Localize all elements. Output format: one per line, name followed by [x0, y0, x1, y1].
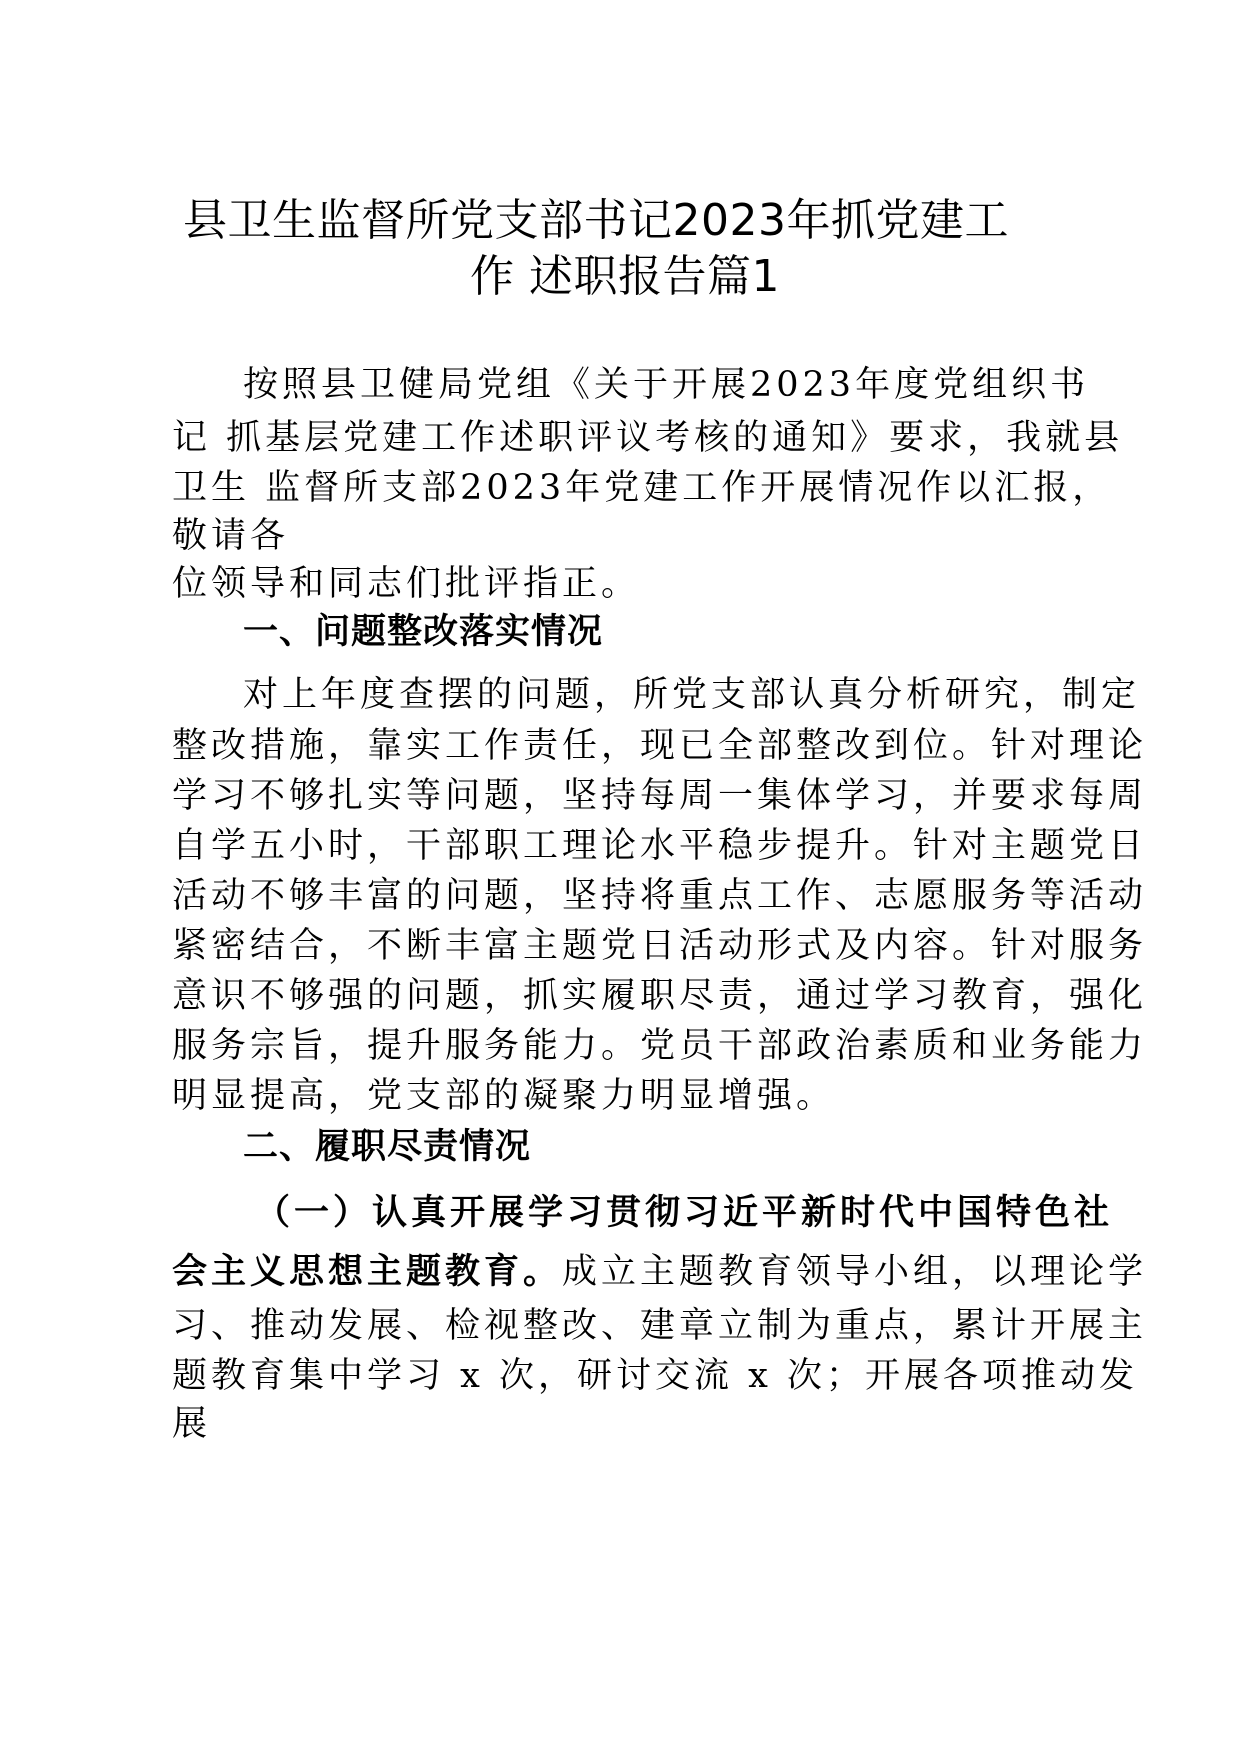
- section-1-line-5: 活动不够丰富的问题，坚持将重点工作、志愿服务等活动: [172, 876, 1148, 916]
- intro-line-3: 卫生 监督所支部2023年党建工作开展情况作以汇报，: [172, 468, 1112, 508]
- section-1-line-2: 整改措施，靠实工作责任，现已全部整改到位。针对理论: [172, 726, 1148, 766]
- subsection-1-heading-line-2: 会主义思想主题教育。: [172, 1251, 563, 1292]
- section-1-line-7: 意识不够强的问题，抓实履职尽责，通过学习教育，强化: [172, 976, 1148, 1016]
- subsection-1-line-5: 展: [172, 1404, 212, 1444]
- subsection-1-line-3: 习、推动发展、检视整改、建章立制为重点，累计开展主: [172, 1306, 1148, 1346]
- section-1-line-6: 紧密结合，不断丰富主题党日活动形式及内容。针对服务: [172, 926, 1148, 966]
- section-1-line-4: 自学五小时，干部职工理论水平稳步提升。针对主题党日: [172, 826, 1148, 866]
- section-2-heading: 二、履职尽责情况: [243, 1127, 532, 1167]
- section-1-line-1: 对上年度查摆的问题，所党支部认真分析研究，制定: [243, 675, 1141, 715]
- section-1-heading: 一、问题整改落实情况: [243, 612, 604, 652]
- section-1-line-8: 服务宗旨，提升服务能力。党员干部政治素质和业务能力: [172, 1026, 1148, 1066]
- subsection-1-heading-line-1: （一）认真开展学习贯彻习近平新时代中国特色社: [255, 1192, 1114, 1233]
- subsection-1-line-2-text: 成立主题教育领导小组，以理论学: [562, 1252, 1148, 1292]
- intro-line-1: 按照县卫健局党组《关于开展2023年度党组织书: [243, 365, 1090, 405]
- intro-line-2: 记 抓基层党建工作述职评议考核的通知》要求，我就县: [172, 418, 1124, 458]
- intro-line-4: 敬请各: [172, 516, 290, 556]
- intro-line-5: 位领导和同志们批评指正。: [172, 564, 641, 604]
- title-line-2: 作 述职报告篇1: [470, 251, 780, 302]
- title-line-1: 县卫生监督所党支部书记2023年抓党建工: [183, 195, 1009, 246]
- subsection-1-line-4: 题教育集中学习 x 次，研讨交流 x 次；开展各项推动发: [172, 1356, 1138, 1396]
- section-1-line-9: 明显提高，党支部的凝聚力明显增强。: [172, 1076, 836, 1116]
- subsection-1-line-2: [172, 1244, 1147, 1294]
- section-1-line-3: 学习不够扎实等问题，坚持每周一集体学习，并要求每周: [172, 776, 1148, 816]
